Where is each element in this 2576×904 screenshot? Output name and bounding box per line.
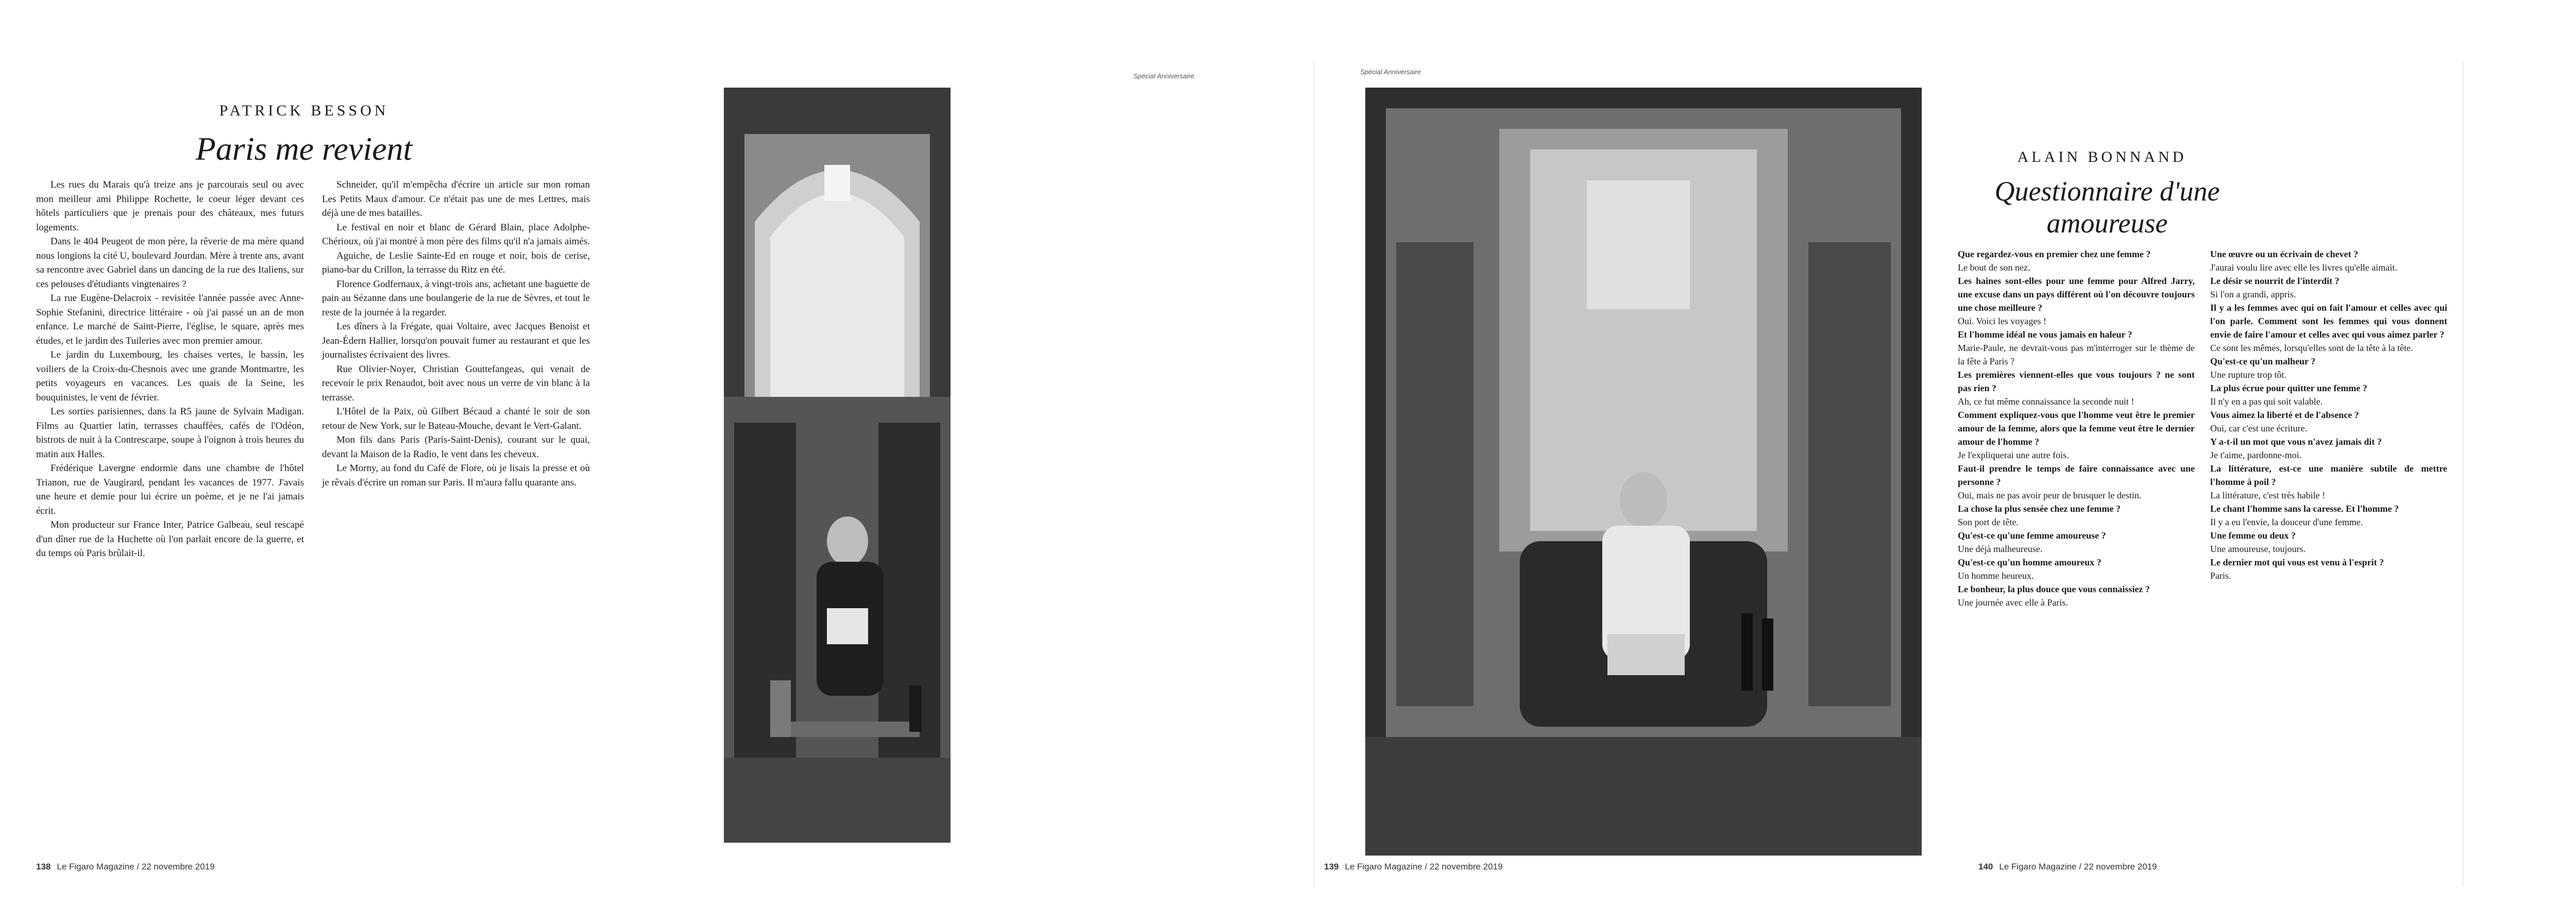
qa-18: [2210, 462, 2447, 502]
qa-11: [2210, 247, 2447, 274]
qa-3: [1958, 328, 2195, 368]
paragraph: Dans le 404 Peugeot de mon père, la rêverie de ma mère quand nous longions la cité U, boulevard Jourdan. Mère à trente ans, avant sa rencontre avec Gabriel dans un dancing de la rue des Italiens, sur ces pelouses d'étudiants vingtenaires ?: [36, 236, 304, 290]
answer: Ce sont les mêmes, lorsqu'elles sont de la tête à la tête.: [2210, 343, 2413, 353]
answer: Il y a eu l'envie, la douceur d'une femme.: [2210, 517, 2363, 527]
page-138: [0, 0, 958, 904]
qa-20: [2210, 529, 2447, 556]
folio-138: [36, 862, 215, 872]
question: Une femme ou deux ?: [2210, 530, 2296, 541]
page-number: 139: [1324, 862, 1339, 872]
qa-1: [1958, 247, 2195, 274]
answer: Son port de tête.: [1958, 517, 2019, 527]
question: Comment expliquez-vous que l'homme veut être le premier amour de la femme, alors que la femme veut être le dernier amour de l'homme ?: [1958, 410, 2195, 447]
question: La chose la plus sensée chez une femme ?: [1958, 504, 2121, 514]
answer: Je t'aime, pardonne-moi.: [2210, 450, 2302, 460]
qa-4: [1958, 368, 2195, 408]
question: Les haines sont-elles pour une femme pour Alfred Jarry, une excuse dans un pays différent où l'on découvre toujours une chose meilleure ?: [1958, 276, 2195, 313]
answer: J'aurai voulu lire avec elle les livres qu'elle aimait.: [2210, 262, 2397, 273]
kicker-140: Spécial Anniversaire: [1360, 68, 1421, 76]
photo-hotel-room-man-armchair: [1365, 88, 1922, 856]
folio-text: Le Figaro Magazine / 22 novembre 2019: [1345, 862, 1503, 872]
qa-5: [1958, 408, 2195, 462]
article2-column-1: [1958, 247, 2195, 609]
paragraph: La rue Eugène-Delacroix - revisitée l'année passée avec Anne-Sophie Stefanini, directrice littéraire - où j'ai passé un an de mon enfance. Le marché de Saint-Pierre, l'église, le square, après mes études, et le jardin des Tuileries avec mon premier amour.: [36, 293, 304, 346]
article2-title: Questionnaire d'une amoureuse: [1994, 176, 2220, 239]
answer: Une déjà malheureuse.: [1958, 544, 2043, 554]
answer: Ah, ce fut même connaissance la seconde nuit !: [1958, 396, 2134, 407]
article1-title: Paris me revient: [195, 130, 413, 167]
answer: Paris.: [2210, 571, 2231, 581]
article1-column-2: [322, 178, 590, 490]
qa-12: [2210, 274, 2447, 301]
article2-photo: [1365, 88, 1922, 856]
qa-14: [2210, 355, 2447, 381]
question: Y a-t-il un mot que vous n'avez jamais dit ?: [2210, 437, 2382, 447]
article1-photo: [724, 88, 951, 843]
answer: La littérature, c'est très habile !: [2210, 490, 2326, 500]
answer: Oui, mais ne pas avoir peur de brusquer le destin.: [1958, 490, 2142, 500]
question: La plus écrue pour quitter une femme ?: [2210, 383, 2367, 393]
qa-10: [1958, 582, 2195, 609]
paragraph: Le festival en noir et blanc de Gérard Blain, place Adolphe-Chérioux, où j'ai montré à mon père des films qu'il n'a jamais aimés.: [322, 222, 590, 247]
qa-7: [1958, 502, 2195, 529]
question: Qu'est-ce qu'un malheur ?: [2210, 356, 2316, 366]
question: Que regardez-vous en premier chez une femme ?: [1958, 249, 2151, 259]
paragraph: Les dîners à la Frégate, quai Voltaire, avec Jacques Benoist et Jean-Édern Hallier, lorsqu'on pouvait fumer au restaurant et que les journalistes écrivaient des livres.: [322, 321, 590, 360]
answer: Si l'on a grandi, appris.: [2210, 289, 2296, 299]
paragraph: Mon fils dans Paris (Paris-Saint-Denis), courant sur le quai, devant la Maison de la Radio, le vent dans les cheveux.: [322, 434, 590, 460]
article2-author: ALAIN BONNAND: [2017, 148, 2187, 165]
answer: Oui, car c'est une écriture.: [2210, 423, 2308, 433]
page-141: [2468, 0, 2576, 904]
answer: Oui. Voici les voyages !: [1958, 316, 2046, 326]
answer: Il n'y en a pas qui soit valable.: [2210, 396, 2323, 407]
paragraph: Mon producteur sur France Inter, Patrice Galbeau, seul rescapé d'un dîner rue de la Huchette où l'on parlait encore de la guerre, et du temps où Paris brûlait-il.: [36, 520, 304, 559]
answer: Un homme heureux.: [1958, 571, 2034, 581]
photo-hotel-lobby-man-reading: [724, 88, 951, 843]
question: La littérature, est-ce une manière subtile de mettre l'homme à poil ?: [2210, 463, 2447, 487]
qa-21: [2210, 556, 2447, 582]
page-number: 138: [36, 862, 51, 872]
question: Il y a les femmes avec qui on fait l'amour et celles avec qui l'on parle. Comment sont les femmes qui vous donnent envie de faire l'amour et celles avec qui vous aimez parler ?: [2210, 303, 2447, 340]
paragraph: Le jardin du Luxembourg, les chaises vertes, le bassin, les voiliers de la Croix-du-Chesnois avec une grande Montmartre, les petits voyageurs en vacances. Les quais de la Seine, les bouquinistes, le vent de février.: [36, 349, 304, 403]
article2-column-2: [2210, 247, 2447, 582]
qa-8: [1958, 529, 2195, 556]
question: Le dernier mot qui vous est venu à l'esprit ?: [2210, 557, 2384, 567]
article1-author: PATRICK BESSON: [219, 102, 389, 119]
question: Le désir se nourrit de l'interdit ?: [2210, 276, 2340, 286]
paragraph: Les rues du Marais qu'à treize ans je parcourais seul ou avec mon meilleur ami Philippe Rochette, le coeur léger devant ces hôtels particuliers que je prenais pour des châteaux, mes futurs logements.: [36, 179, 304, 233]
question: Qu'est-ce qu'un homme amoureux ?: [1958, 557, 2102, 567]
answer: Une rupture trop tôt.: [2210, 370, 2286, 380]
paragraph: Aguiche, de Leslie Sainte-Ed en rouge et noir, bois de cerise, piano-bar du Crillon, la terrasse du Ritz en été.: [322, 250, 590, 275]
folio-text: Le Figaro Magazine / 22 novembre 2019: [57, 862, 215, 872]
qa-16: [2210, 408, 2447, 435]
question: Le bonheur, la plus douce que vous connaissiez ?: [1958, 584, 2150, 594]
answer: Une journée avec elle à Paris.: [1958, 597, 2068, 608]
paragraph: Schneider, qu'il m'empêcha d'écrire un article sur mon roman Les Petits Maux d'amour. Ce n'était pas une de mes Lettres, mais déjà une de mes batailles.: [322, 179, 590, 219]
answer: Marie-Paule, ne devrait-vous pas m'interroger sur le thème de la fête à Paris ?: [1958, 343, 2195, 366]
question: Vous aimez la liberté et de l'absence ?: [2210, 410, 2359, 420]
question: Les premières viennent-elles que vous toujours ? ne sont pas rien ?: [1958, 370, 2195, 393]
paragraph: Les sorties parisiennes, dans la R5 jaune de Sylvain Madigan. Films au Quartier latin, terrasses chauffées, cafés de l'Odéon, bistrots de nuit à la Contrescarpe, soupe à l'oignon à trois heures du matin aux Halles.: [36, 406, 304, 460]
folio-text: Le Figaro Magazine / 22 novembre 2019: [1999, 862, 2157, 872]
paragraph: Le Morny, au fond du Café de Flore, où je lisais la presse et où je rêvais d'écrire un roman sur Paris. Il m'aura fallu quarante ans.: [322, 463, 590, 488]
qa-6: [1958, 462, 2195, 502]
folio-140: [1978, 862, 2157, 872]
question: Faut-il prendre le temps de faire connaissance avec une personne ?: [1958, 463, 2195, 487]
question: Le chant l'homme sans la caresse. Et l'homme ?: [2210, 504, 2399, 514]
paragraph: L'Hôtel de la Paix, où Gilbert Bécaud a chanté le soir de son retour de New York, sur le Bateau-Mouche, devant le Vert-Galant.: [322, 406, 590, 431]
qa-17: [2210, 435, 2447, 462]
article1-column-1: [36, 178, 304, 561]
answer: Le bout de son nez.: [1958, 262, 2030, 273]
qa-9: [1958, 556, 2195, 582]
answer: Une amoureuse, toujours.: [2210, 544, 2306, 554]
paragraph: Frédérique Lavergne endormie dans une chambre de l'hôtel Trianon, rue de Vaugirard, pendant les vacances de 1977. J'avais une heure et demie pour lui écrire un poème, et je ne l'ai jamais écrit.: [36, 463, 304, 516]
qa-15: [2210, 381, 2447, 408]
qa-2: [1958, 274, 2195, 328]
page-140: [1319, 0, 2452, 904]
question: Une œuvre ou un écrivain de chevet ?: [2210, 249, 2359, 259]
page-number: 140: [1978, 862, 1993, 872]
kicker: Spécial Anniversaire: [1133, 72, 1195, 80]
question: Qu'est-ce qu'une femme amoureuse ?: [1958, 530, 2106, 541]
question: Et l'homme idéal ne vous jamais en haleur ?: [1958, 329, 2132, 340]
qa-19: [2210, 502, 2447, 529]
paragraph: Rue Olivier-Noyer, Christian Gouttefangeas, qui venait de recevoir le prix Renaudot, boit avec nous un verre de vin blanc à la terrasse.: [322, 363, 590, 403]
qa-13: [2210, 301, 2447, 355]
answer: Je l'expliquerai une autre fois.: [1958, 450, 2069, 460]
paragraph: Florence Godfernaux, à vingt-trois ans, achetant une baguette de pain au Sézanne dans une boulangerie de la rue de Sèvres, et tout le reste de la journée à la regarder.: [322, 278, 590, 318]
